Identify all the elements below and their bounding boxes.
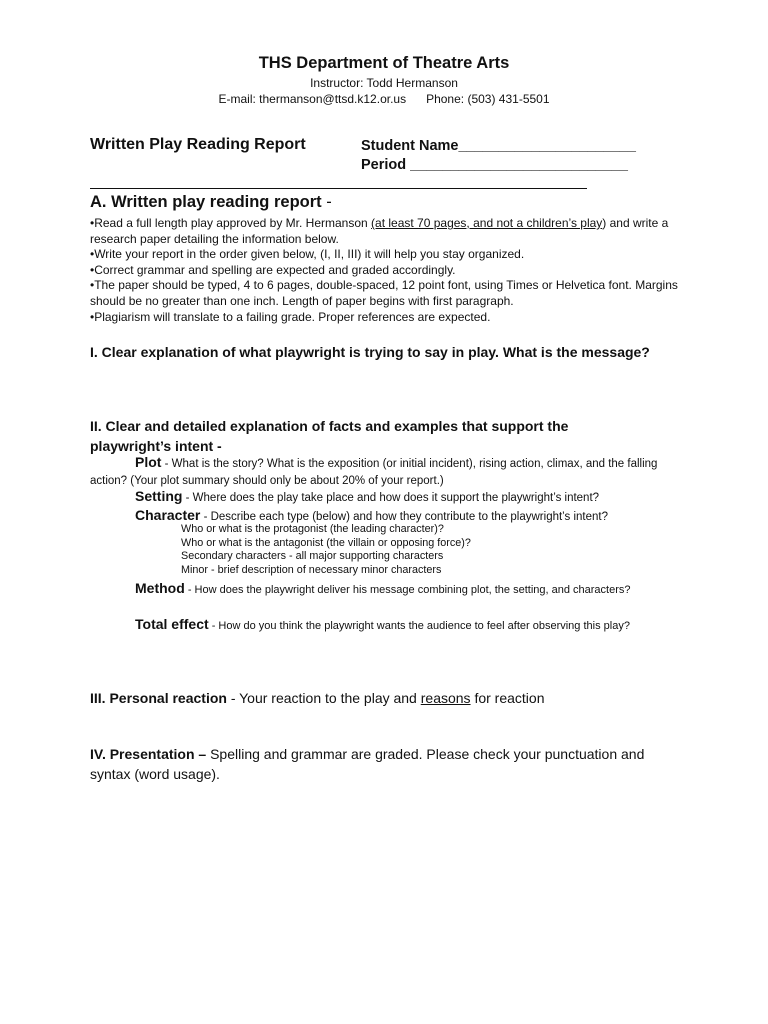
- character-desc: - Describe each type (below) and how they contribute to the playwright’s intent?: [200, 511, 608, 523]
- section-3-heading: III. Personal reaction: [90, 690, 227, 706]
- plot-term: Plot: [135, 454, 162, 470]
- report-title: Written Play Reading Report: [90, 136, 306, 153]
- section-a-heading: [90, 193, 332, 212]
- period-field: Period ___________________________: [361, 157, 628, 173]
- contact-line: E-mail: thermanson@ttsd.k12.or.us Phone: (503) 431-5501: [218, 92, 550, 106]
- section-3: [90, 689, 690, 709]
- bullet-read-play: [90, 216, 690, 247]
- section-4: [90, 745, 680, 784]
- setting-desc: - Where does the play take place and how does it support the playwright’s intent?: [182, 492, 600, 504]
- department-title: THS Department of Theatre Arts: [258, 54, 510, 72]
- method-desc: - How does the playwright deliver his message combining plot, the setting, and characters?: [184, 584, 631, 596]
- section-4-text: Spelling and grammar are graded. Please check your punctuation and syntax (word usage).: [90, 746, 645, 782]
- section-a-heading-suffix: -: [321, 193, 332, 211]
- bullet-plagiarism: •Plagiarism will translate to a failing grade. Proper references are expected.: [90, 309, 491, 324]
- plot-desc: - What is the story? What is the exposition (or initial incident), rising action, climax, and the falling action? (Your plot summary should only be about 20% of your report.): [90, 458, 658, 487]
- bullet-read-play-post: ) and write a research paper detailing the information below.: [90, 216, 669, 246]
- bullet-read-play-underlined: (at least 70 pages, and not a children’s play: [371, 216, 603, 230]
- section-1-heading: I. Clear explanation of what playwright is trying to say in play. What is the message?: [90, 344, 650, 360]
- plot-item: [90, 455, 690, 489]
- total-effect-term: Total effect: [135, 616, 209, 632]
- bullet-grammar: •Correct grammar and spelling are expected and graded accordingly.: [90, 262, 456, 277]
- character-minor: Minor - brief description of necessary minor characters: [181, 563, 442, 576]
- section-3-text-pre: - Your reaction to the play and: [226, 690, 421, 706]
- total-effect-item: [135, 616, 630, 634]
- section-3-text-post: for reaction: [470, 690, 545, 706]
- section-4-heading: IV. Presentation –: [90, 746, 207, 762]
- character-antagonist: Who or what is the antagonist (the villain or opposing force)?: [181, 536, 471, 549]
- instructor-line: Instructor: Todd Hermanson: [310, 76, 458, 90]
- setting-item: [135, 488, 599, 506]
- character-secondary: Secondary characters - all major supporting characters: [181, 550, 444, 562]
- bullet-format: •The paper should be typed, 4 to 6 pages, double-spaced, 12 point font, using Times or Helvetica font. Margins should be no greater than one inch. Length of paper begins with first paragraph.: [90, 278, 678, 308]
- method-item: [135, 580, 631, 598]
- student-name-field: Student Name______________________: [361, 138, 636, 154]
- total-effect-desc: - How do you think the playwright wants the audience to feel after observing this play?: [208, 620, 630, 632]
- section-a-bullets: [90, 216, 690, 325]
- character-protagonist: Who or what is the protagonist (the leading character)?: [181, 523, 444, 535]
- bullet-order: •Write your report in the order given below, (I, II, III) it will help you stay organized.: [90, 247, 525, 262]
- character-term: Character: [135, 507, 201, 523]
- method-term: Method: [135, 580, 185, 596]
- section-3-text-underlined: reasons: [420, 690, 471, 706]
- bullet-read-play-pre: •Read a full length play approved by Mr. Hermanson: [90, 216, 372, 230]
- character-list: [181, 523, 471, 577]
- setting-term: Setting: [135, 488, 183, 504]
- divider-line: [90, 188, 587, 189]
- section-2-heading: II. Clear and detailed explanation of facts and examples that support the playwright’s intent -: [90, 418, 569, 454]
- section-a-heading-text: A. Written play reading report: [90, 193, 322, 211]
